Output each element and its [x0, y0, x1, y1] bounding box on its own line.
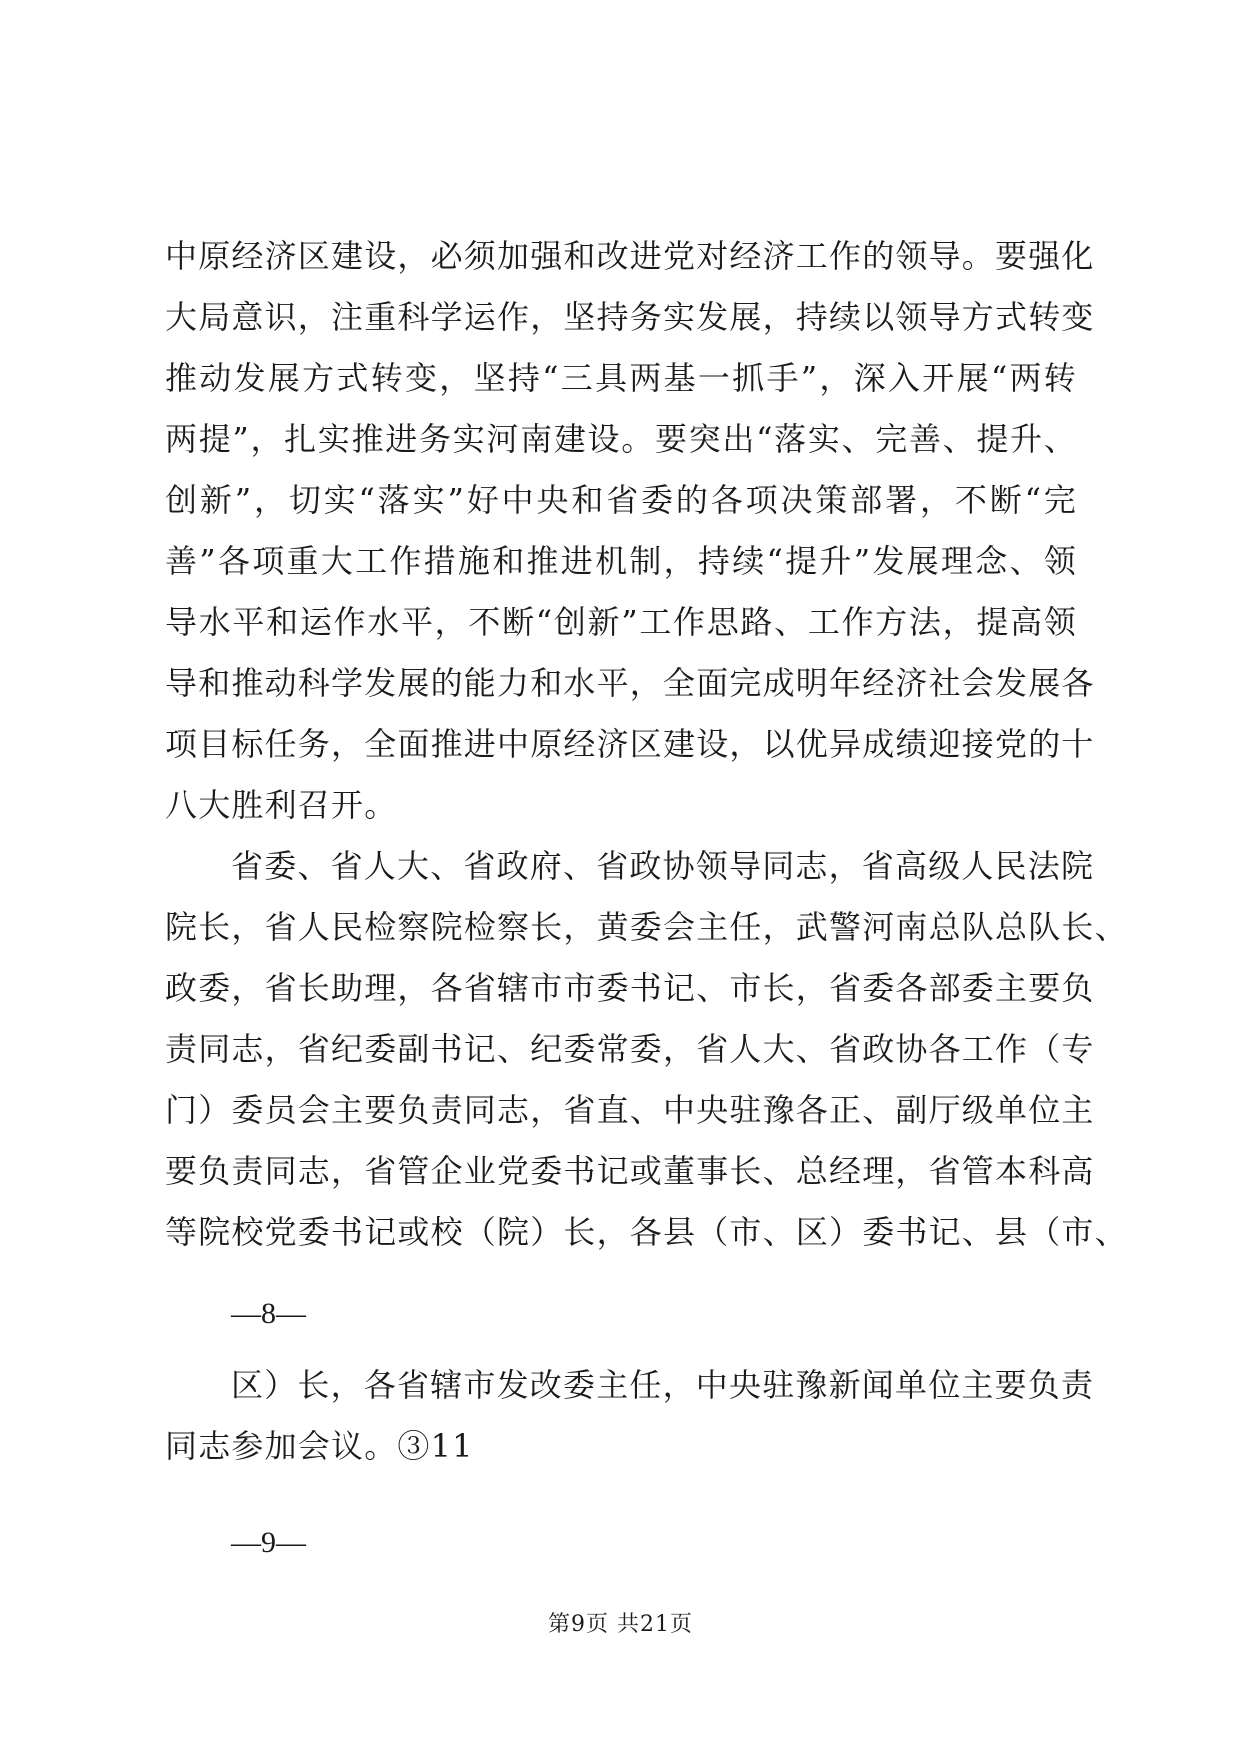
body-text	[165, 226, 1128, 1263]
paragraph3-line-1: 区）长，各省辖市发改委主任，中央驻豫新闻单位主要负责	[231, 1366, 1095, 1404]
paragraph2-line-4: 责同志，省纪委副书记、纪委常委，省人大、省政协各工作（专	[165, 1030, 1095, 1068]
paragraph2-line-3: 政委，省长助理，各省辖市市委书记、市长，省委各部委主要负	[165, 969, 1095, 1007]
page-marker-9: —9—	[231, 1526, 306, 1559]
paragraph2-line-2: 院长，省人民检察院检察长，黄委会主任，武警河南总队总队长、	[165, 908, 1128, 946]
paragraph2-line-5: 门）委员会主要负责同志，省直、中央驻豫各正、副厅级单位主	[165, 1091, 1095, 1129]
paragraph2-line-7: 等院校党委书记或校（院）长，各县（市、区）委书记、县（市、	[165, 1213, 1128, 1251]
paragraph2-line-6: 要负责同志，省管企业党委书记或董事长、总经理，省管本科高	[165, 1152, 1095, 1190]
paragraph1-line-1: 中原经济区建设，必须加强和改进党对经济工作的领导。要强化	[165, 237, 1095, 275]
paragraph1-line-6: 善”各项重大工作措施和推进机制，持续“提升”发展理念、领	[165, 542, 1077, 580]
paragraph1-line-8: 导和推动科学发展的能力和水平，全面完成明年经济社会发展各	[165, 664, 1095, 702]
continuation-text	[165, 1355, 1095, 1477]
paragraph2-line-1: 省委、省人大、省政府、省政协领导同志，省高级人民法院	[231, 847, 1095, 885]
paragraph1-line-5: 创新”，切实“落实”好中央和省委的各项决策部署，不断“完	[165, 481, 1077, 519]
paragraph1-line-7: 导水平和运作水平，不断“创新”工作思路、工作方法，提高领	[165, 603, 1077, 641]
paragraph1-line-3: 推动发展方式转变，坚持“三具两基一抓手”，深入开展“两转	[165, 359, 1077, 397]
paragraph1-line-4: 两提”，扎实推进务实河南建设。要突出“落实、完善、提升、	[165, 420, 1077, 458]
paragraph1-line-10: 八大胜利召开。	[165, 786, 398, 824]
paragraph1-line-2: 大局意识，注重科学运作，坚持务实发展，持续以领导方式转变	[165, 298, 1095, 336]
paragraph3-line-2: 同志参加会议。③11	[165, 1427, 474, 1465]
page-footer: 第9页 共21页	[548, 1612, 693, 1637]
page-marker-8: —8—	[231, 1297, 306, 1330]
paragraph1-line-9: 项目标任务，全面推进中原经济区建设，以优异成绩迎接党的十	[165, 725, 1095, 763]
